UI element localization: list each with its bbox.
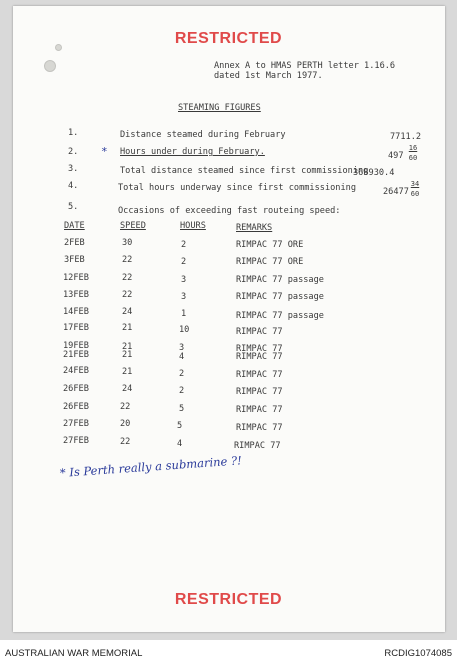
item-value: 497 xyxy=(388,151,404,161)
remarks-cell: RIMPAC 77 xyxy=(236,344,283,354)
date-cell: 3FEB xyxy=(64,255,85,265)
speed-cell: 21 xyxy=(122,367,133,377)
item-text: Total hours underway since first commissioning xyxy=(118,183,356,193)
item-text: Total distance steamed since first commissioning xyxy=(120,166,369,176)
remarks-cell: RIMPAC 77 ORE xyxy=(236,257,304,267)
column-header-speed: SPEED xyxy=(120,221,146,231)
hours-cell: 3 xyxy=(181,292,187,302)
hours-cell: 2 xyxy=(181,257,187,267)
hours-cell: 2 xyxy=(179,369,185,379)
fraction-numerator: 16 xyxy=(408,144,418,152)
speed-cell: 24 xyxy=(122,384,133,394)
footer-id: RCDIG1074085 xyxy=(384,648,452,659)
date-cell: 12FEB xyxy=(63,273,89,283)
item-number: 2. xyxy=(68,147,79,157)
speed-cell: 22 xyxy=(120,402,131,412)
fraction-numerator: 34 xyxy=(410,180,420,188)
item-text: Hours under during February. xyxy=(120,147,265,157)
hours-cell: 3 xyxy=(181,275,187,285)
remarks-cell: RIMPAC 77 xyxy=(236,387,283,397)
date-cell: 27FEB xyxy=(63,419,89,429)
column-header-hours: HOURS xyxy=(180,221,206,231)
speed-cell: 22 xyxy=(120,437,131,447)
speed-cell: 21 xyxy=(122,342,133,352)
remarks-cell: RIMPAC 77 xyxy=(236,405,283,415)
remarks-cell: RIMPAC 77 passage xyxy=(236,292,324,302)
section-heading: STEAMING FIGURES xyxy=(178,103,261,113)
fraction-denominator: 60 xyxy=(410,190,420,198)
item-value: 7711.2 xyxy=(390,132,422,142)
handwritten-note: * Is Perth really a submarine ?! xyxy=(59,453,243,480)
hours-cell: 2 xyxy=(179,386,185,396)
item-text: Distance steamed during February xyxy=(120,130,286,140)
hours-cell: 1 xyxy=(181,309,187,319)
hours-cell: 5 xyxy=(177,421,183,431)
speed-cell: 22 xyxy=(122,273,133,283)
restricted-stamp-bottom: RESTRICTED xyxy=(174,591,283,608)
remarks-cell: RIMPAC 77 ORE xyxy=(236,240,304,250)
date-cell: 24FEB xyxy=(63,366,89,376)
remarks-cell: RIMPAC 77 passage xyxy=(236,311,324,321)
remarks-cell: RIMPAC 77 xyxy=(236,423,283,433)
item-text: Occasions of exceeding fast routeing speed: xyxy=(118,206,341,216)
speed-cell: 20 xyxy=(120,419,131,429)
hours-cell: 4 xyxy=(179,352,185,362)
footer-bar xyxy=(0,640,457,666)
column-header-remarks: REMARKS xyxy=(236,223,273,233)
remarks-cell: RIMPAC 77 xyxy=(236,352,283,362)
speed-cell: 24 xyxy=(122,307,133,317)
item-number: 3. xyxy=(68,164,79,174)
item-number: 1. xyxy=(68,128,79,138)
fraction-denominator: 60 xyxy=(408,154,418,162)
hours-cell: 3 xyxy=(179,343,185,353)
speed-cell: 22 xyxy=(122,290,133,300)
remarks-cell: RIMPAC 77 xyxy=(236,370,283,380)
date-cell: 2FEB xyxy=(64,238,85,248)
column-header-date: DATE xyxy=(64,221,85,231)
hours-cell: 4 xyxy=(177,439,183,449)
hours-cell: 5 xyxy=(179,404,185,414)
punch-hole xyxy=(44,60,56,72)
date-cell: 13FEB xyxy=(63,290,89,300)
remarks-cell: RIMPAC 77 xyxy=(234,441,281,451)
item-number: 5. xyxy=(68,202,79,212)
remarks-cell: RIMPAC 77 xyxy=(236,327,283,337)
speed-cell: 22 xyxy=(122,255,133,265)
date-cell: 19FEB xyxy=(63,341,89,351)
date-cell: 17FEB xyxy=(63,323,89,333)
date-cell: 27FEB xyxy=(63,436,89,446)
date-cell: 26FEB xyxy=(63,402,89,412)
restricted-stamp-top: RESTRICTED xyxy=(174,30,283,47)
annex-date: dated 1st March 1977. xyxy=(214,71,323,81)
item-value: 368930.4 xyxy=(353,168,395,178)
document-page xyxy=(13,6,445,632)
speed-cell: 21 xyxy=(122,350,133,360)
date-cell: 21FEB xyxy=(63,350,89,360)
asterisk-mark: * xyxy=(101,145,108,158)
date-cell: 26FEB xyxy=(63,384,89,394)
speed-cell: 30 xyxy=(122,238,133,248)
item-number: 4. xyxy=(68,181,79,191)
item-value: 26477 xyxy=(383,187,409,197)
footer-credit: AUSTRALIAN WAR MEMORIAL xyxy=(5,648,143,659)
hours-cell: 10 xyxy=(179,325,190,335)
remarks-cell: RIMPAC 77 passage xyxy=(236,275,324,285)
annex-reference: Annex A to HMAS PERTH letter 1.16.6 xyxy=(214,61,396,71)
speed-cell: 21 xyxy=(122,323,133,333)
hours-cell: 2 xyxy=(181,240,187,250)
date-cell: 14FEB xyxy=(63,307,89,317)
